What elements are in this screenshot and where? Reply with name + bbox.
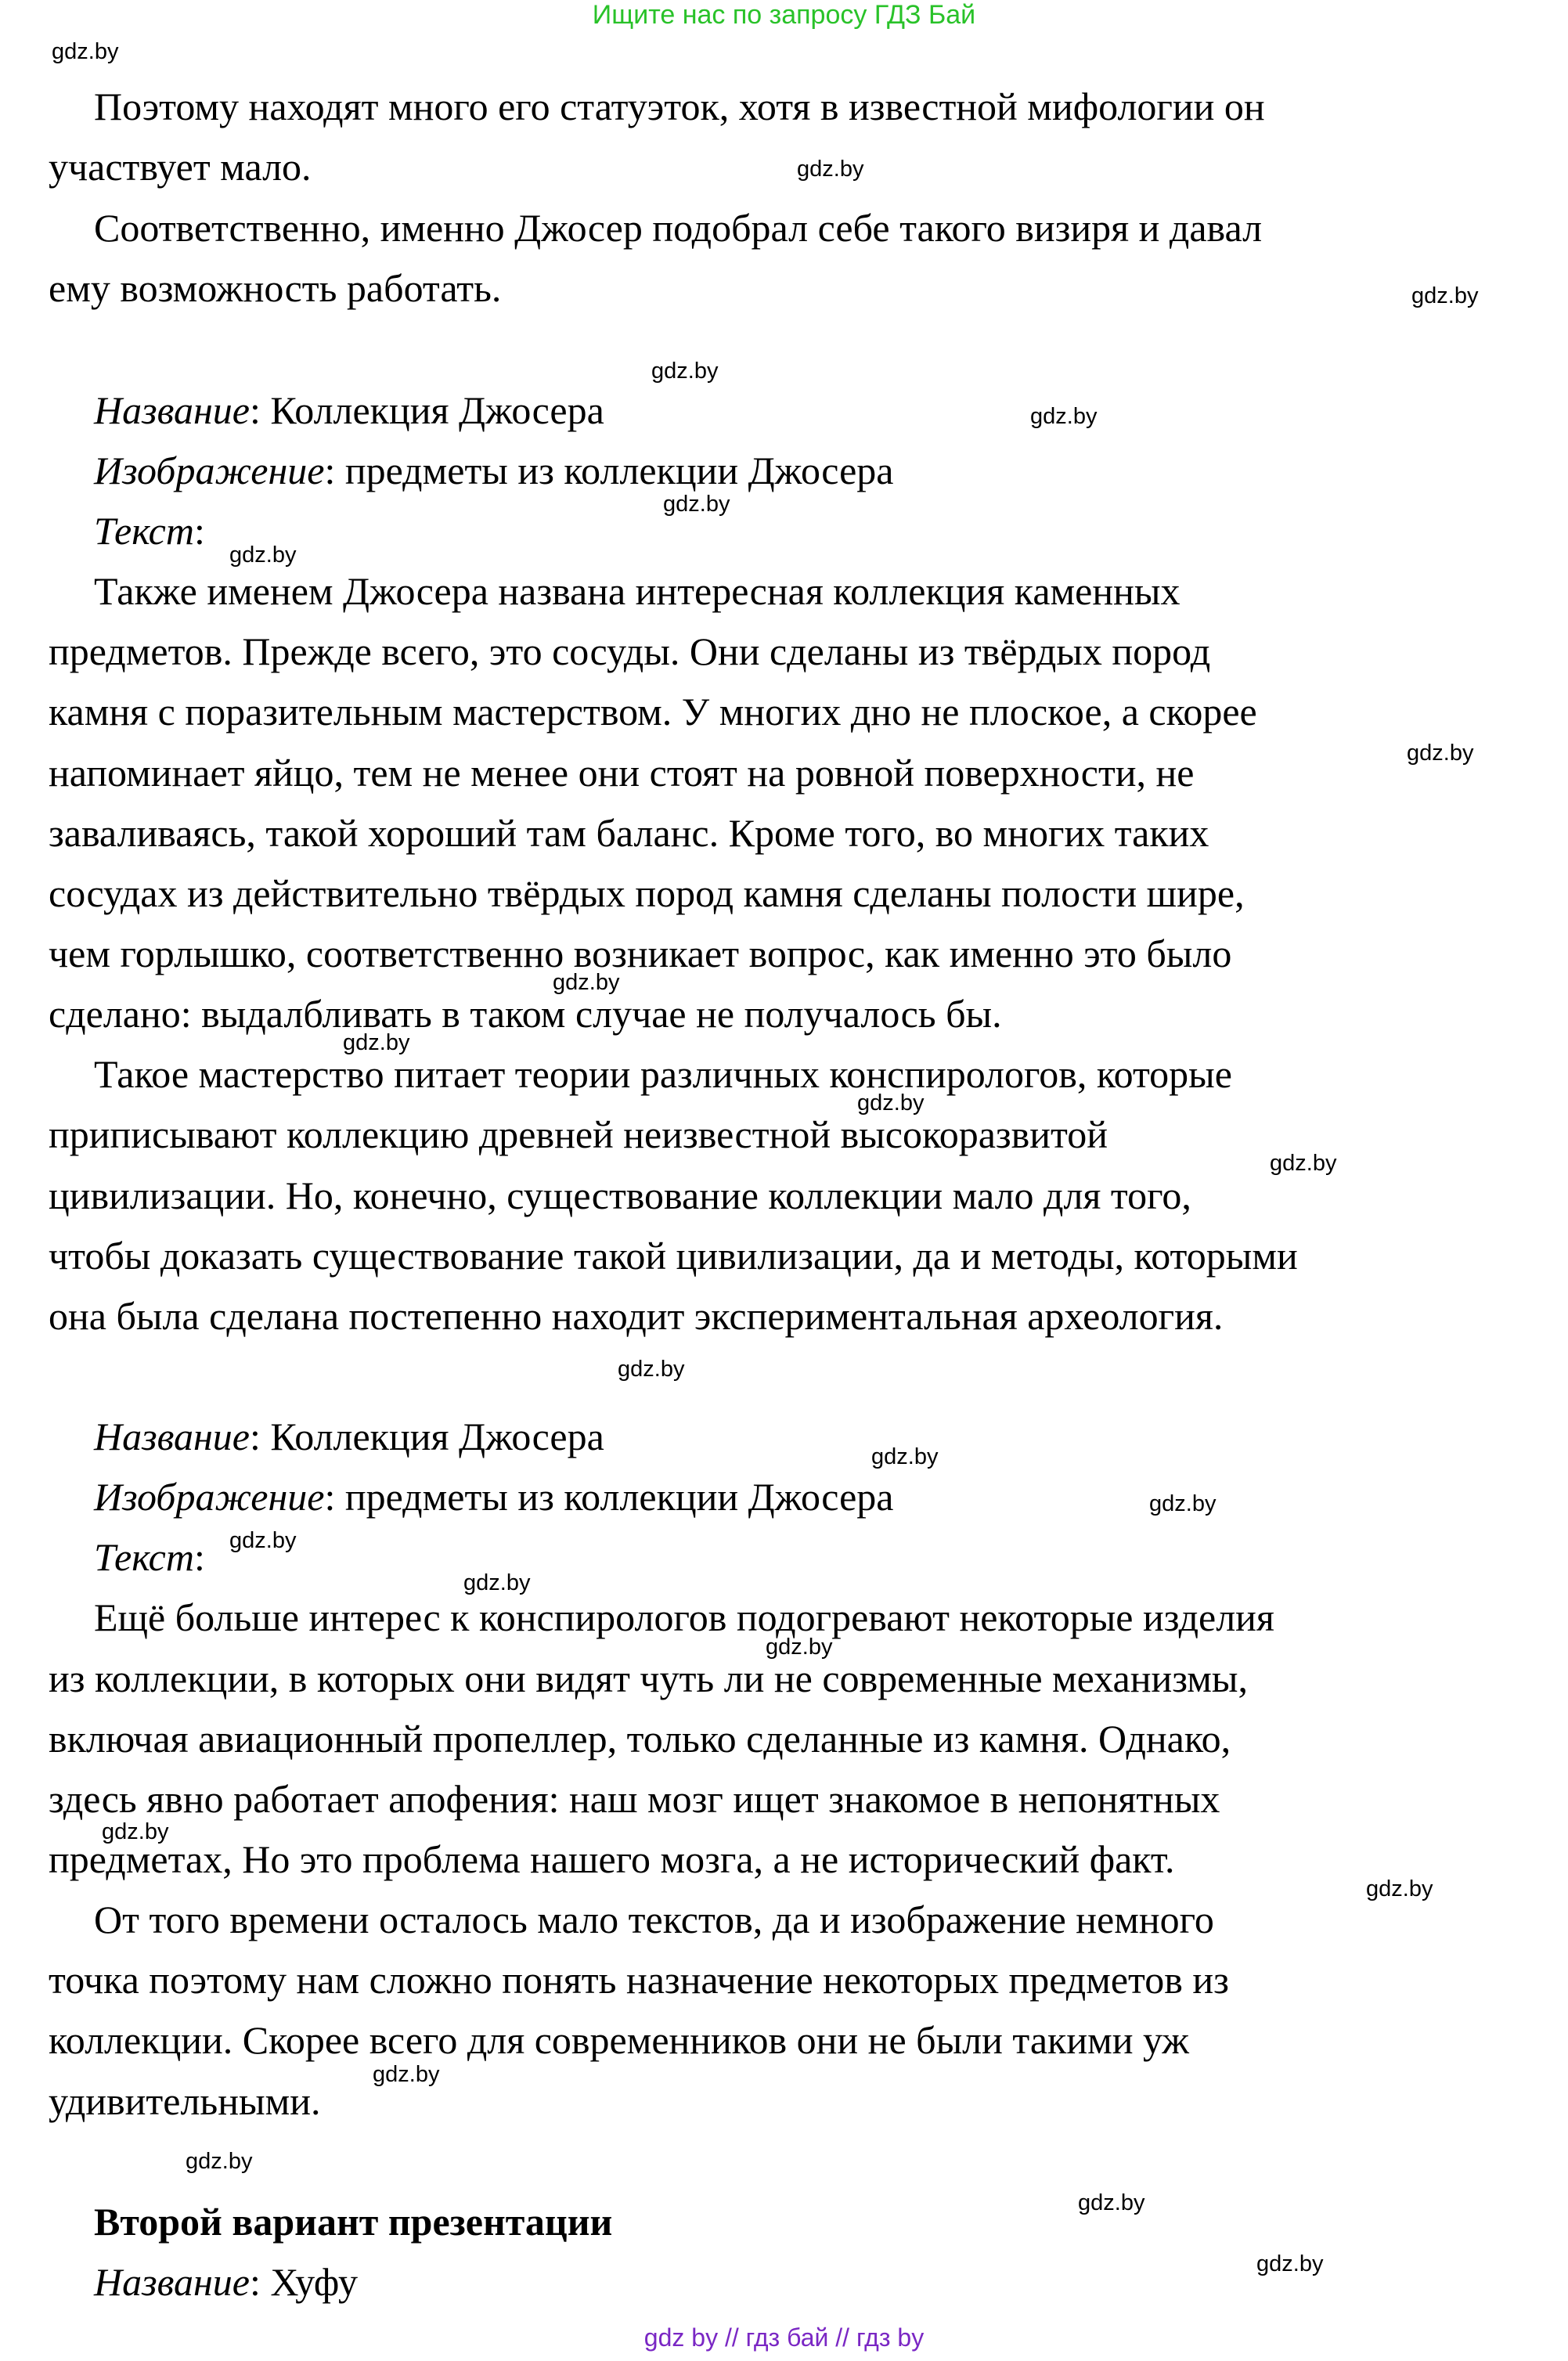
- image-label: Изображение: [94, 449, 325, 492]
- paragraph-line: камня с поразительным мастерством. У многих дно не плоское, а скорее: [49, 690, 1257, 734]
- image-value: : предметы из коллекции Джосера: [324, 1475, 894, 1519]
- watermark: gdz.by: [1078, 2190, 1145, 2215]
- slide-image-line: [94, 1473, 894, 1520]
- watermark: gdz.by: [186, 2149, 253, 2174]
- watermark: gdz.by: [766, 1635, 833, 1660]
- text-label: Текст: [94, 1535, 194, 1579]
- footer-links: [0, 2323, 1568, 2352]
- watermark: gdz.by: [553, 970, 620, 995]
- paragraph-line: цивилизации. Но, конечно, существование коллекции мало для того,: [49, 1173, 1191, 1217]
- name-label: Название: [94, 388, 250, 432]
- watermark: gdz.by: [229, 542, 297, 568]
- footer-link-gdz-by-2[interactable]: гдз by: [856, 2323, 925, 2352]
- watermark: gdz.by: [52, 39, 119, 64]
- paragraph-line: Соответственно, именно Джосер подобрал себе такого визиря и давал: [94, 206, 1263, 250]
- name-value: : Коллекция Джосера: [249, 1415, 604, 1458]
- watermark: gdz.by: [1411, 283, 1479, 308]
- slide-title-line: [94, 2258, 358, 2305]
- paragraph-line: чтобы доказать существование такой цивилизации, да и методы, которыми: [49, 1234, 1298, 1278]
- watermark: gdz.by: [1256, 2251, 1324, 2276]
- paragraph-line: Поэтому находят много его статуэток, хотя в известной мифологии он: [94, 85, 1265, 128]
- slide-title-line: [94, 387, 604, 434]
- watermark: gdz.by: [229, 1528, 297, 1553]
- paragraph-line: предметов. Прежде всего, это сосуды. Они сделаны из твёрдых пород: [49, 629, 1211, 673]
- paragraph-line: сделано: выдалбливать в таком случае не получалось бы.: [49, 992, 1002, 1036]
- paragraph-line: из коллекции, в которых они видят чуть ли не современные механизмы,: [49, 1656, 1249, 1700]
- watermark: gdz.by: [463, 1570, 531, 1595]
- name-value: : Коллекция Джосера: [249, 388, 604, 432]
- watermark: gdz.by: [1149, 1491, 1217, 1516]
- watermark: gdz.by: [651, 359, 719, 384]
- paragraph-line: Такое мастерство питает теории различных конспирологов, которые: [94, 1052, 1232, 1096]
- slide-image-line: [94, 447, 894, 494]
- paragraph-line: включая авиационный пропеллер, только сделанные из камня. Однако,: [49, 1717, 1231, 1761]
- paragraph-line: она была сделана постепенно находит экспериментальная археология.: [49, 1294, 1224, 1338]
- paragraph-line: Также именем Джосера названа интересная коллекция каменных: [94, 569, 1181, 613]
- text-colon: :: [193, 509, 205, 553]
- watermark: gdz.by: [871, 1444, 939, 1469]
- header-banner[interactable]: Ищите нас по запросу ГДЗ Бай: [592, 0, 976, 30]
- paragraph-line: точка поэтому нам сложно понять назначение некоторых предметов из: [49, 1958, 1229, 2002]
- paragraph-line: участвует мало.: [49, 145, 312, 189]
- image-label: Изображение: [94, 1475, 325, 1519]
- paragraph-line: приписывают коллекцию древней неизвестной высокоразвитой: [49, 1112, 1108, 1156]
- slide-title-line: [94, 1413, 604, 1460]
- paragraph-line: здесь явно работает апофения: наш мозг ищет знакомое в непонятных: [49, 1777, 1220, 1821]
- watermark: gdz.by: [797, 157, 864, 182]
- watermark: gdz.by: [102, 1819, 169, 1844]
- paragraph-line: удивительными.: [49, 2079, 321, 2123]
- text-colon: :: [193, 1535, 205, 1579]
- watermark: gdz.by: [857, 1090, 925, 1116]
- slide-text-line: [94, 507, 205, 554]
- footer-link-gdz-bai[interactable]: гдз бай: [745, 2323, 829, 2352]
- name-value: : Хуфу: [249, 2260, 358, 2304]
- watermark: gdz.by: [1366, 1876, 1433, 1901]
- paragraph-line: предметах, Но это проблема нашего мозга, а не исторический факт.: [49, 1837, 1175, 1881]
- watermark: gdz.by: [343, 1030, 410, 1055]
- watermark: gdz.by: [1270, 1151, 1337, 1176]
- slide-text-line: [94, 1534, 205, 1581]
- footer-separator: //: [835, 2323, 850, 2352]
- image-value: : предметы из коллекции Джосера: [324, 449, 894, 492]
- watermark: gdz.by: [663, 492, 730, 517]
- name-label: Название: [94, 2260, 250, 2304]
- paragraph-line: От того времени осталось мало текстов, да и изображение немного: [94, 1898, 1214, 1941]
- watermark: gdz.by: [1030, 404, 1098, 429]
- paragraph-line: напоминает яйцо, тем не менее они стоят на ровной поверхности, не: [49, 751, 1195, 795]
- paragraph-line: ему возможность работать.: [49, 266, 502, 310]
- footer-separator: //: [724, 2323, 739, 2352]
- paragraph-line: сосудах из действительно твёрдых пород камня сделаны полости шире,: [49, 871, 1245, 915]
- paragraph-line: коллекции. Скорее всего для современников они не были такими уж: [49, 2018, 1189, 2062]
- text-label: Текст: [94, 509, 194, 553]
- footer-link-gdz-by[interactable]: gdz by: [643, 2323, 719, 2352]
- watermark: gdz.by: [618, 1357, 685, 1382]
- name-label: Название: [94, 1415, 250, 1458]
- watermark: gdz.by: [373, 2062, 440, 2087]
- paragraph-line: заваливаясь, такой хороший там баланс. Кроме того, во многих таких: [49, 811, 1209, 855]
- paragraph-line: Ещё больше интерес к конспирологов подогревают некоторые изделия: [94, 1595, 1274, 1639]
- watermark: gdz.by: [1407, 741, 1474, 766]
- paragraph-line: чем горлышко, соответственно возникает вопрос, как именно это было: [49, 932, 1232, 975]
- section-heading: Второй вариант презентации: [94, 2200, 613, 2244]
